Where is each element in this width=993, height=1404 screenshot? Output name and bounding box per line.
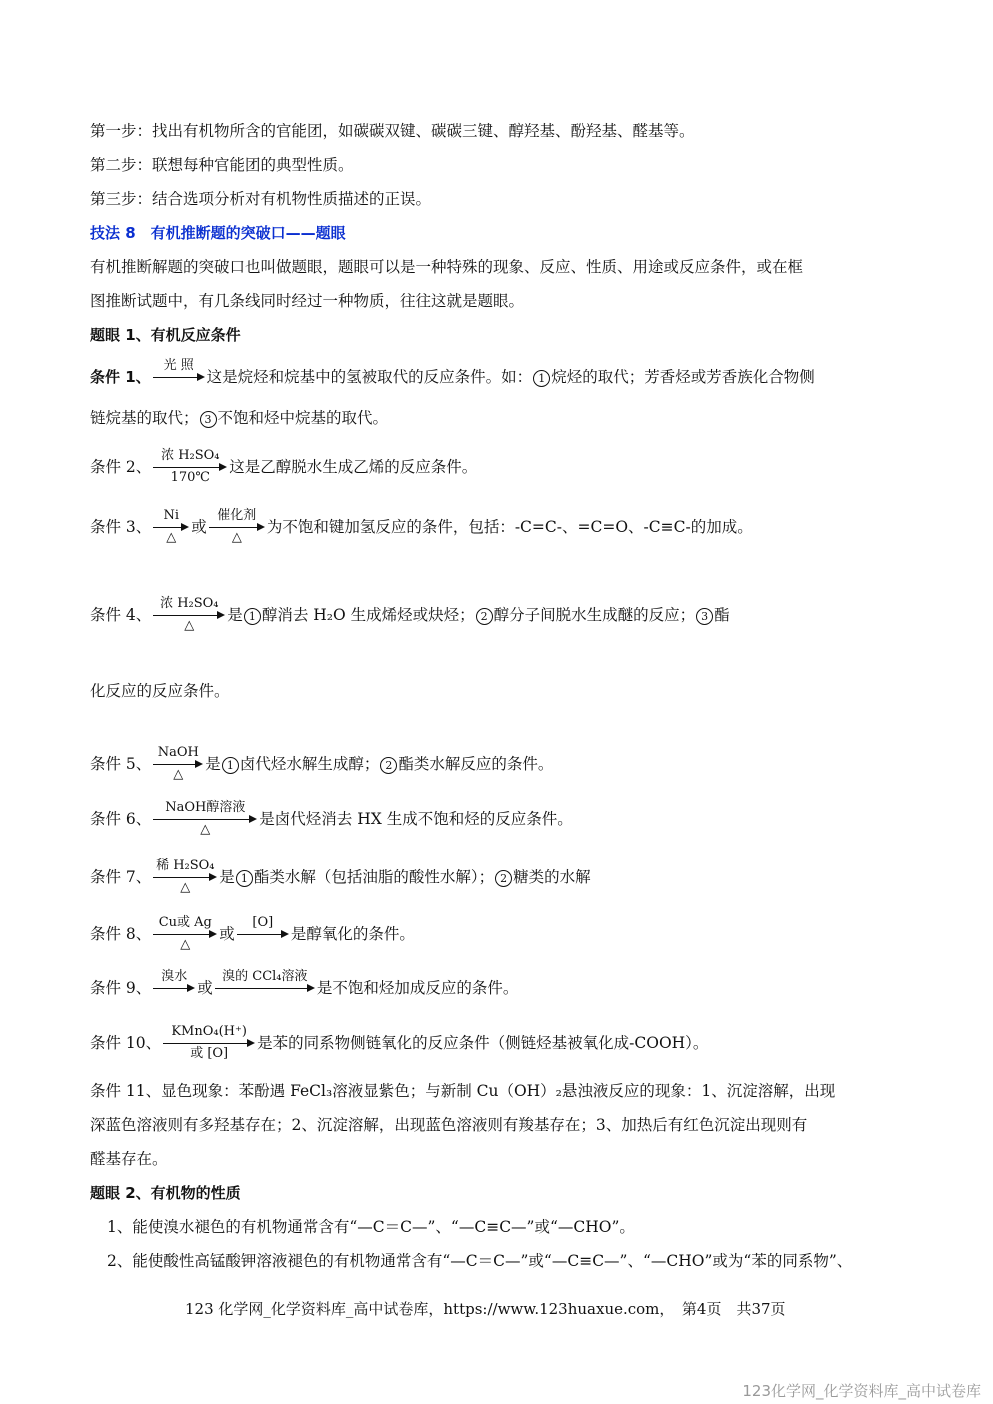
page-footer: 123 化学网_化学资料库_高中试卷库，https://www.123huaxue.com， 第4页 共37页 [185,1300,786,1318]
condition-11-line-3: 醛基存在。 [90,1150,168,1168]
text: 为不饱和键加氢反应的条件，包括：-C=C-、=C=O、-C≡C-的加成。 [266,518,753,536]
condition-4-line-2: 化反应的反应条件。 [90,682,230,700]
text: 链烷基的取代； [90,409,199,427]
condition-1-text-2: 烷烃的取代；芳香烃或芳香族化合物侧 [551,368,815,386]
text: 这是乙醇脱水生成乙烯的反应条件。 [229,458,478,476]
condition-2-label: 条件 2、 [90,458,152,476]
arrow-top-label: 浓 H₂SO₄ [160,596,219,611]
text: 不饱和烃中烷基的取代。 [217,409,389,427]
text: 是不饱和烃加成反应的条件。 [316,979,519,997]
reaction-arrow [209,508,265,548]
condition-5-label: 条件 5、 [90,755,152,773]
reaction-arrow [153,596,225,636]
reaction-arrow [153,448,227,488]
reaction-arrow [163,1024,255,1064]
step-2: 第二步：联想每种官能团的典型性质。 [90,156,354,174]
arrow-top-label: 溴的 CCl₄溶液 [222,969,308,984]
arrow-bottom-label: 或 [O] [190,1046,229,1061]
text: 醇消去 H₂O 生成烯烃或炔烃； [261,606,475,624]
arrow-top-label: KMnO₄(H⁺) [171,1024,247,1039]
arrow-top-label: 浓 H₂SO₄ [161,448,220,463]
condition-9-label: 条件 9、 [90,979,152,997]
reaction-arrow [153,858,217,898]
text: 是 [219,868,235,886]
arrow-top-label: [O] [252,915,274,930]
circled-number: 3 [696,608,713,625]
text: 醇分子间脱水生成醚的反应； [493,606,696,624]
arrow-bottom-label: △ [184,618,195,633]
condition-5 [90,743,553,785]
circled-number: 2 [380,757,397,774]
arrow-top-label: 稀 H₂SO₄ [156,858,215,873]
text: 酯类水解（包括油脂的酸性水解）； [253,868,495,886]
circled-number: 1 [533,370,550,387]
condition-11-line-2: 深蓝色溶液则有多羟基存在；2、沉淀溶解，出现蓝色溶液则有羧基存在；3、加热后有红色沉淀出现则有 [90,1116,808,1134]
technique-8-intro-1: 有机推断解题的突破口也叫做题眼，题眼可以是一种特殊的现象、反应、性质、用途或反应条件，或在框 [90,258,804,276]
condition-10-label: 条件 10、 [90,1034,162,1052]
step-3: 第三步：结合选项分析对有机物性质描述的正误。 [90,190,432,208]
text: 糖类的水解 [513,868,591,886]
condition-1-label: 条件 1、 [90,368,151,386]
circled-number: 2 [476,608,493,625]
text: 是 [205,755,221,773]
reaction-arrow [153,969,195,1009]
condition-1-line-2 [90,407,388,429]
condition-7 [90,856,591,898]
arrow-top-label: Cu或 Ag [158,915,212,930]
condition-2 [90,446,477,488]
arrow-bottom-label: △ [231,530,242,545]
condition-10 [90,1022,708,1064]
circled-number: 1 [244,608,261,625]
circled-number: 1 [236,870,253,887]
arrow-bottom-label: △ [173,767,184,782]
reaction-arrow [153,800,257,840]
circled-number: 3 [200,411,217,428]
watermark: 123化学网_化学资料库_高中试卷库 [742,1382,981,1400]
reaction-arrow [153,358,205,398]
condition-6 [90,798,573,840]
reaction-arrow [215,969,315,1009]
condition-1 [90,357,815,397]
arrow-bottom-label: 170℃ [170,470,210,485]
circled-number: 2 [495,870,512,887]
reaction-arrow [237,915,289,955]
arrow-top-label: 光 照 [163,358,194,373]
arrow-top-label: 溴水 [161,969,188,984]
technique-8-title: 技法 8 有机推断题的突破口——题眼 [90,224,346,242]
condition-9 [90,967,518,1009]
circled-number: 1 [222,757,239,774]
condition-3-label: 条件 3、 [90,518,152,536]
condition-3 [90,506,753,548]
text: 是苯的同系物侧链氧化的反应条件（侧链烃基被氧化成-COOH）。 [257,1034,709,1052]
text: 酯类水解反应的条件。 [398,755,554,773]
condition-1-text: 这是烷烃和烷基中的氢被取代的反应条件。如： [206,368,533,386]
condition-4 [90,594,730,636]
section-2-point-1: 1、能使溴水褪色的有机物通常含有“—C＝C—”、“—C≡C—”或“—CHO”。 [107,1218,635,1236]
condition-6-label: 条件 6、 [90,810,152,828]
arrow-top-label: NaOH醇溶液 [165,800,246,815]
arrow-bottom-label: △ [200,822,211,837]
reaction-arrow [153,508,189,548]
text: 或 [197,979,213,997]
arrow-top-label: Ni [163,508,180,523]
reaction-arrow [153,915,217,955]
arrow-top-label: 催化剂 [217,508,257,523]
text: 是卤代烃消去 HX 生成不饱和烃的反应条件。 [259,810,573,828]
arrow-bottom-label: △ [180,880,191,895]
section-1-title: 题眼 1、有机反应条件 [90,326,241,344]
condition-7-label: 条件 7、 [90,868,152,886]
arrow-top-label: NaOH [157,745,199,760]
text: 或 [191,518,207,536]
step-1: 第一步：找出有机物所含的官能团，如碳碳双键、碳碳三键、醇羟基、酚羟基、醛基等。 [90,122,695,140]
text: 卤代烃水解生成醇； [239,755,380,773]
technique-8-intro-2: 图推断试题中，有几条线同时经过一种物质，往往这就是题眼。 [90,292,525,310]
reaction-arrow [153,745,203,785]
condition-8 [90,913,415,955]
text: 酯 [714,606,730,624]
condition-8-label: 条件 8、 [90,925,152,943]
condition-11-line-1: 条件 11、显色现象：苯酚遇 FeCl₃溶液显紫色；与新制 Cu（OH）₂悬浊液反应的现象：1、沉淀溶解，出现 [90,1082,836,1100]
section-2-title: 题眼 2、有机物的性质 [90,1184,241,1202]
arrow-bottom-label: △ [166,530,177,545]
section-2-point-2: 2、能使酸性高锰酸钾溶液褪色的有机物通常含有“—C＝C—”或“—C≡C—”、“—CHO”或为“苯的同系物”、 [107,1252,853,1270]
text: 是 [227,606,243,624]
condition-4-label: 条件 4、 [90,606,152,624]
text: 或 [219,925,235,943]
text: 是醇氧化的条件。 [290,925,415,943]
arrow-bottom-label: △ [180,937,191,952]
